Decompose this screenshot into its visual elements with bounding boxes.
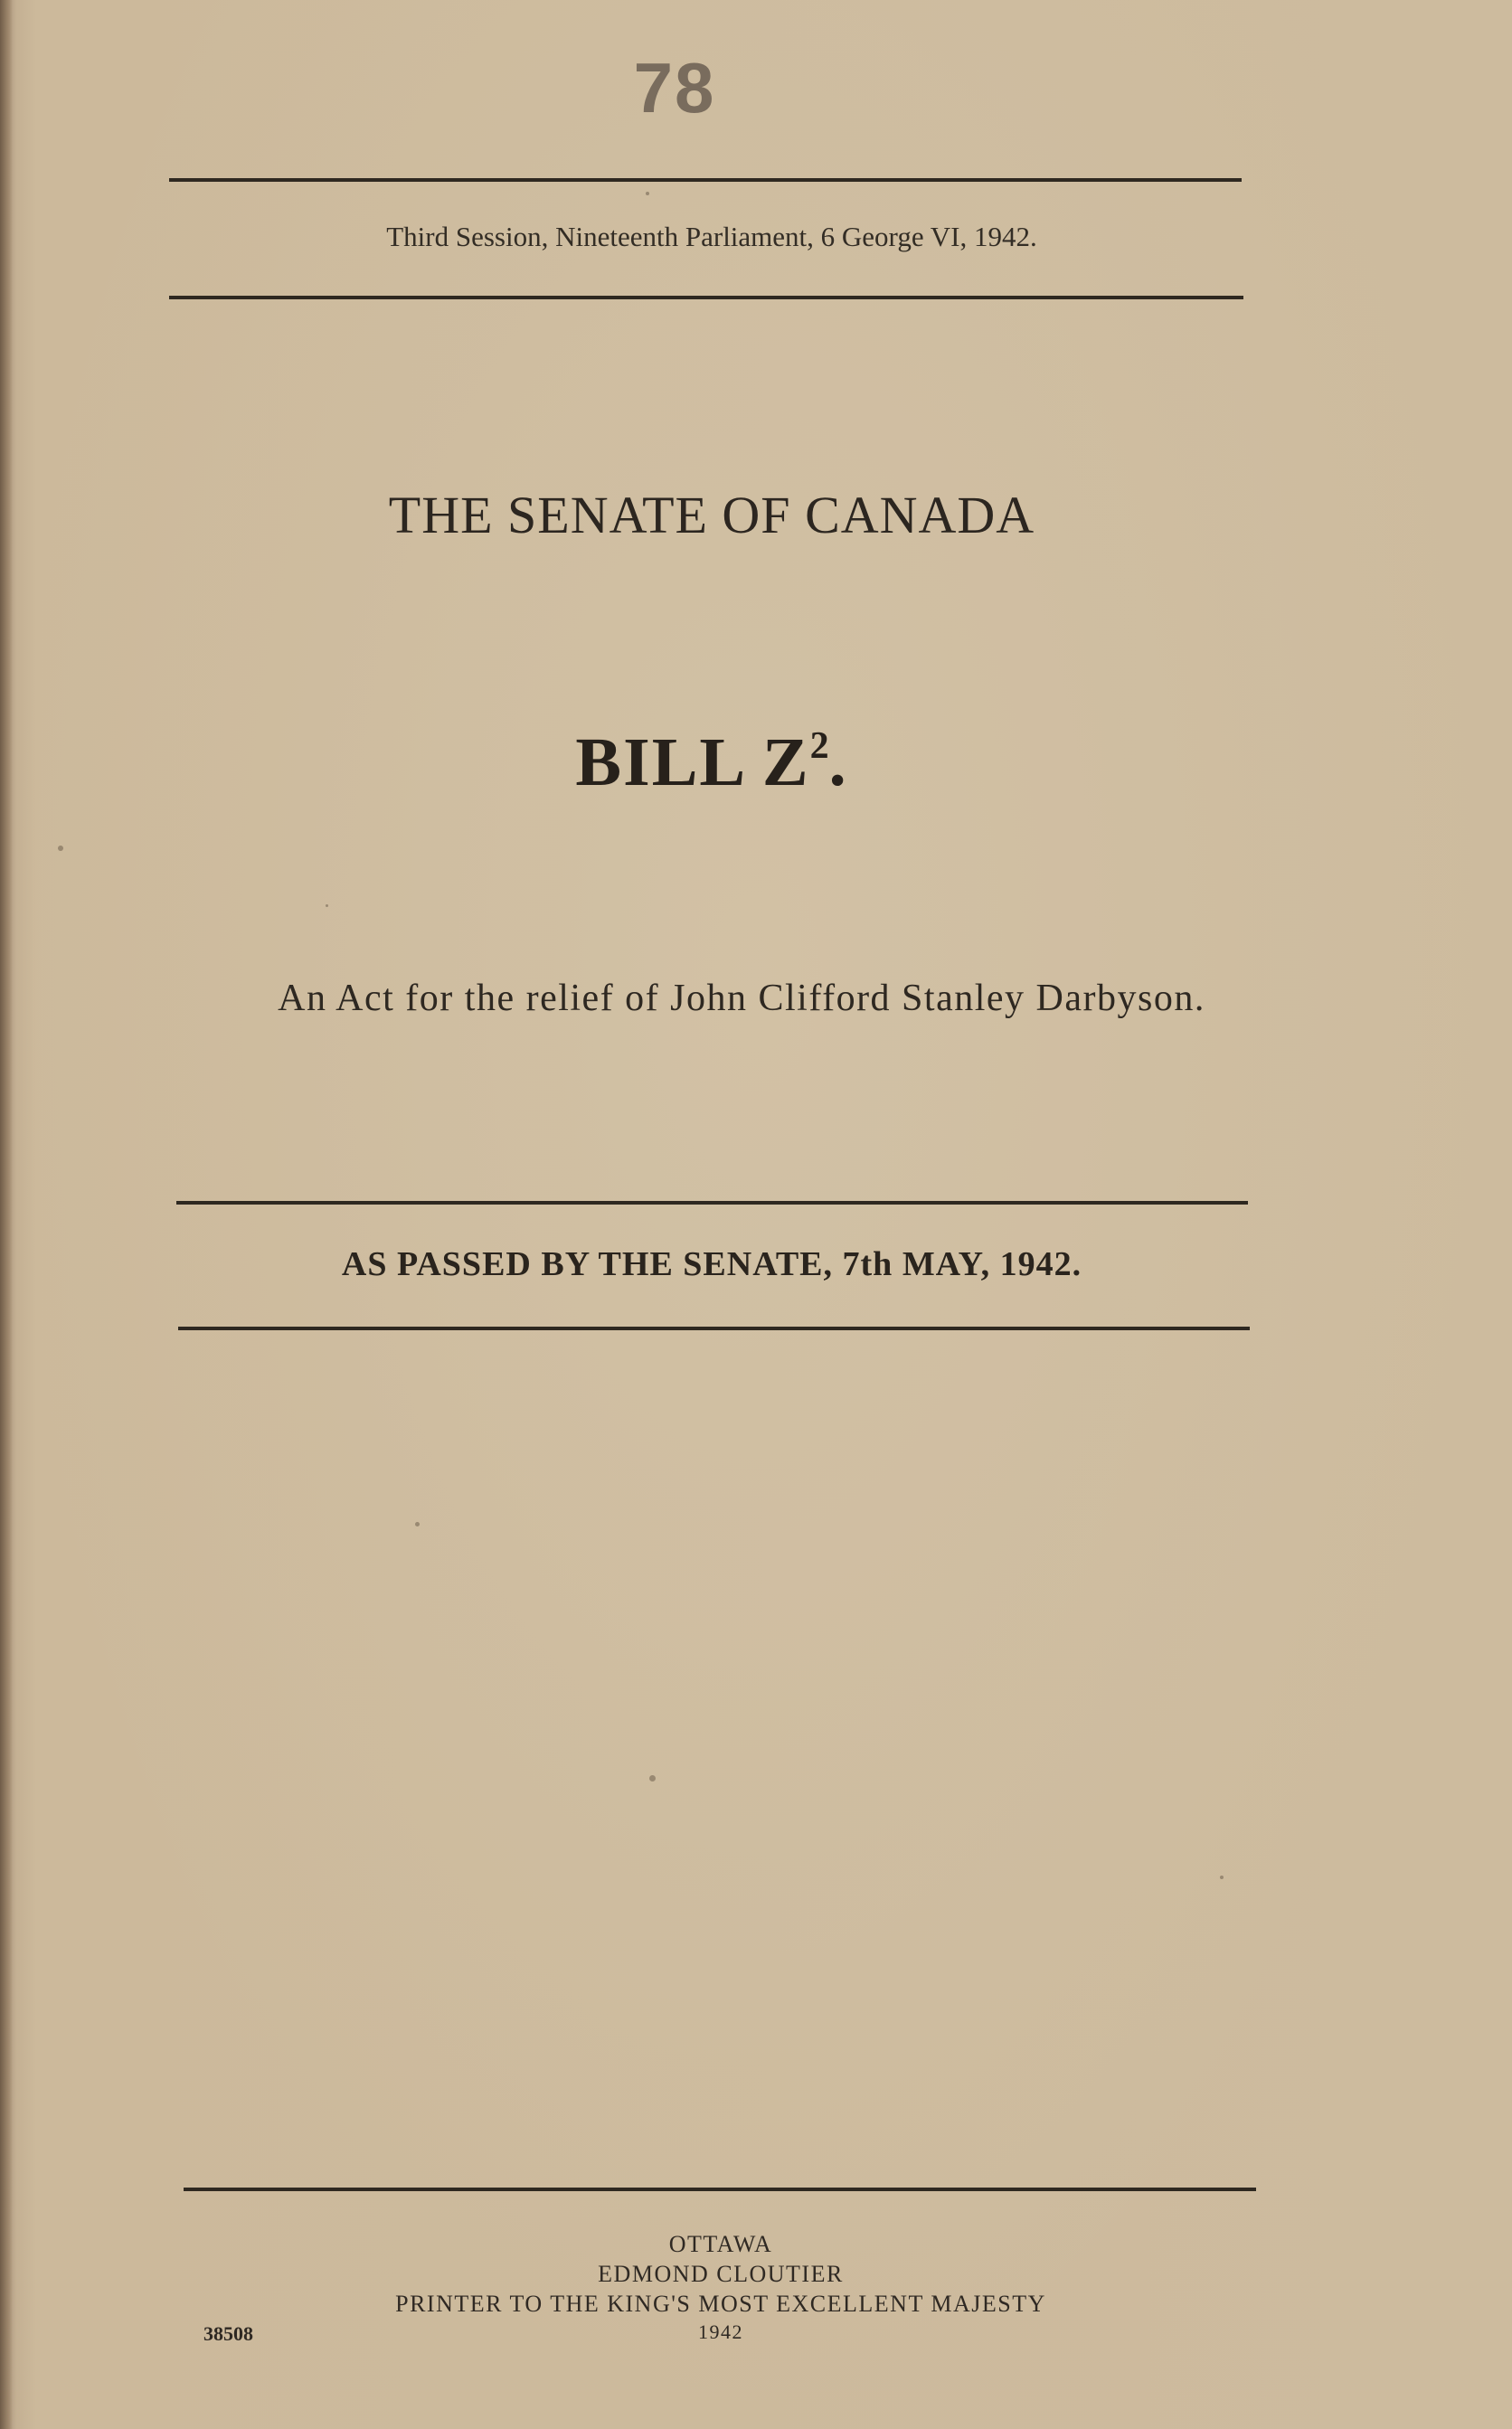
imprint-printer-title: PRINTER TO THE KING'S MOST EXCELLENT MAJESTY [395,2291,1046,2317]
session-line: Third Session, Nineteenth Parliament, 6 George VI, 1942. [386,221,1037,252]
bill-period: . [828,724,848,800]
paper-speck [646,192,649,195]
paper-speck [415,1522,420,1526]
imprint-year: 1942 [698,2320,743,2343]
imprint-rule [184,2188,1256,2191]
print-code: 38508 [203,2322,253,2345]
paper-speck [58,846,63,851]
page-edge [0,0,13,2429]
imprint-city: OTTAWA [668,2231,773,2257]
page-number: 78 [633,48,716,128]
imprint-printer-name: EDMOND CLOUTIER [598,2261,844,2287]
top-rule [169,178,1242,182]
bill-title [169,723,1254,802]
bill-label: BILL Z [575,724,810,800]
passed-line: AS PASSED BY THE SENATE, 7th MAY, 1942. [341,1245,1082,1283]
paper-speck [1220,1876,1224,1879]
passed-bottom-rule [178,1327,1250,1330]
session-rule [169,296,1243,299]
chamber-title: THE SENATE OF CANADA [388,486,1035,544]
paper-speck [326,904,328,907]
bill-superscript: 2 [809,725,829,767]
act-title: An Act for the relief of John Clifford Stanley Darbyson. [278,978,1205,1019]
paper-speck [649,1775,656,1782]
passed-top-rule [176,1201,1248,1205]
